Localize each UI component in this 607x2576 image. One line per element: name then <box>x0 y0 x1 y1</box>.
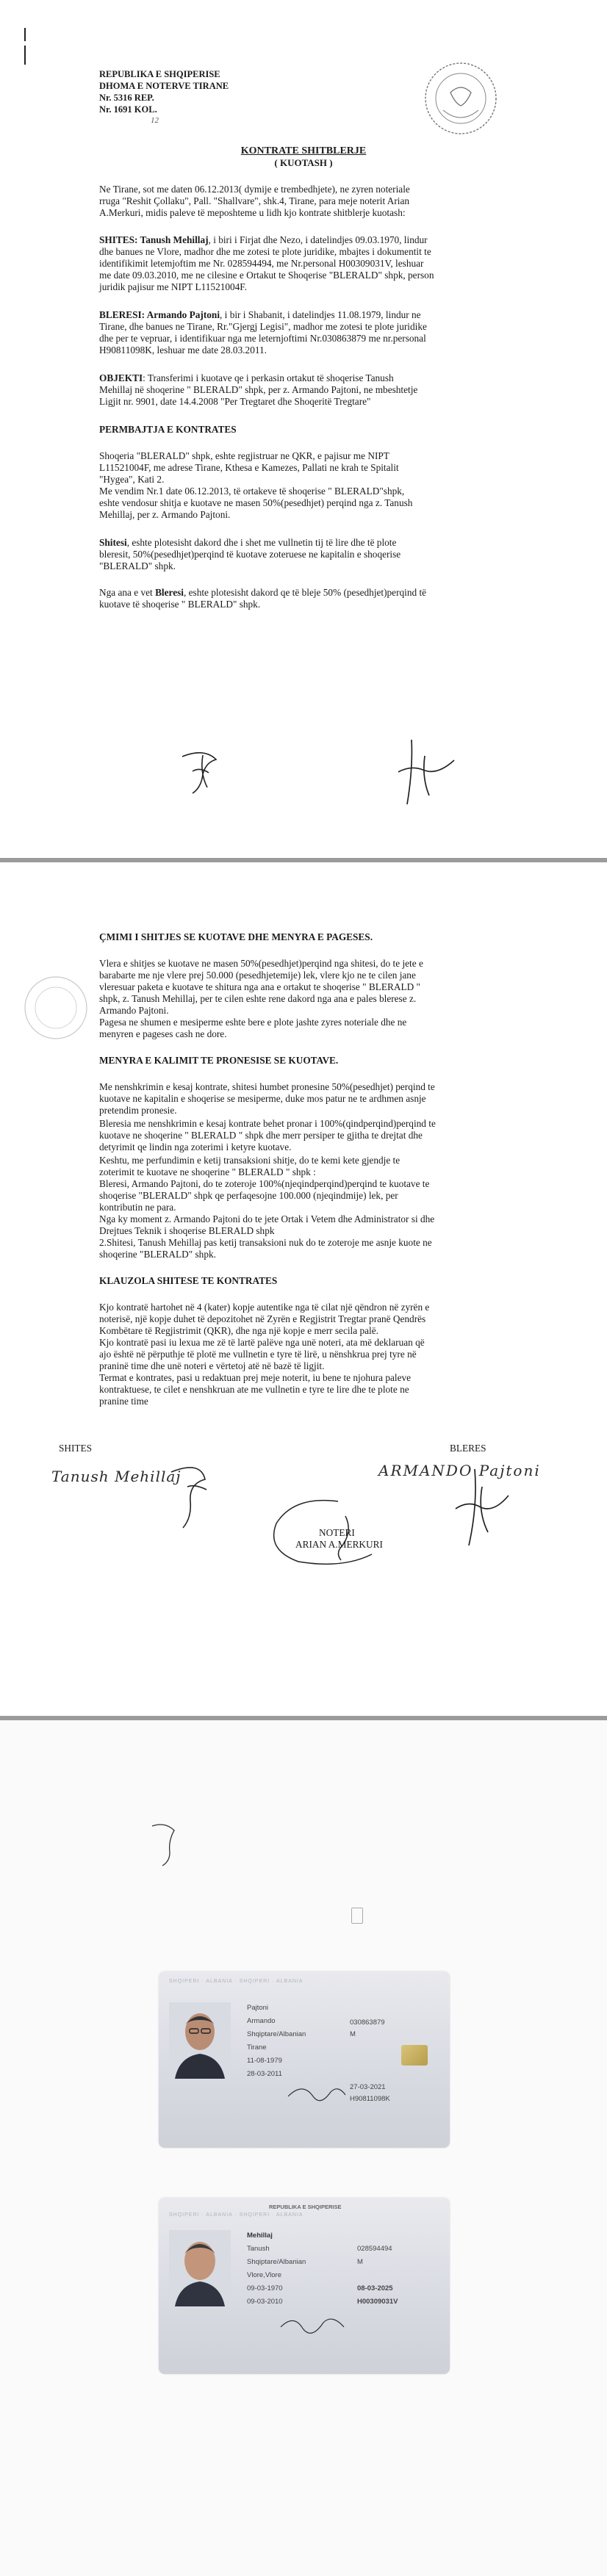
shites-line: identifikimit letemjoftim me Nr. 028594494, me Nr.personal H00309031V, leshuar <box>99 258 424 269</box>
permbajtja-line: L11521004F, me adrese Tirane, Kthesa e Kamezes, Pallati ne krah te Spitalit <box>99 462 399 473</box>
id-card-tanush <box>159 2198 450 2374</box>
shites-line: juridik pajisur me NIPT L11521004F. <box>99 281 247 292</box>
id1-chip <box>401 2045 428 2066</box>
bleres-line: dhe per te vepruar, i identifikuar nga me leternjoftimi Nr.030863879 me nr.personal <box>99 333 426 344</box>
bleres-label: BLERESI: Armando Pajtoni <box>99 309 220 320</box>
klauzola-line: ajo është në përputhje të plotë me vullnetin e tyre të lirë, u nënshkrua prej tyre në <box>99 1349 417 1360</box>
shites-line: me date 09.03.2010, me ne cilesine e Ortakut te Shoqerise "BLERALD" shpk, person <box>99 270 434 281</box>
id1-expiry: 27-03-2021 <box>350 2083 386 2091</box>
header-republika: REPUBLIKA E SHQIPERISE <box>99 69 220 79</box>
id1-surname: Pajtoni <box>247 2004 269 2012</box>
menyra-line: Bleresia me nenshkrimin e kesaj kontrate behet pronar i 100%(qindperqind)perqind te <box>99 1118 436 1129</box>
shites-label: SHITES: Tanush Mehillaj <box>99 234 209 245</box>
menyra-line: Drejtues Teknik i shoqerise BLERALD shpk <box>99 1225 275 1236</box>
noteri-label: NOTERI <box>319 1527 355 1538</box>
shites-paragraph: SHITES: Tanush Mehillaj, i biri i Firjat dhe Nezo, i datelindjes 09.03.1970, lindur <box>99 234 428 245</box>
klauzola-line: Kombëtare të Regjistrimit (QKR), dhe nga një kopje e merr secila palë. <box>99 1325 378 1336</box>
id1-name: Armando <box>247 2017 276 2025</box>
cmimi-line: menyren e pageses cash ne dore. <box>99 1028 227 1039</box>
document-page-1 <box>0 0 607 858</box>
margin-mark <box>24 46 26 65</box>
card-watermark: SHQIPERI · ALBANIA · SHQIPERI · ALBANIA <box>169 1979 304 1984</box>
klauzola-heading: KLAUZOLA SHITESE TE KONTRATES <box>99 1275 278 1286</box>
small-stamp-mark <box>351 1908 363 1924</box>
id2-personal-no: H00309031V <box>357 2298 398 2306</box>
shitesi-line: bleresit, 50%(pesedhjet)perqind të kuotave zoteruese ne kapitalin e shoqerise <box>99 549 401 560</box>
menyra-line: kuotave ne kapitalin e shoqerise se mesiperme, duke mos patur ne te ardhmen asnje <box>99 1093 426 1104</box>
id2-holder-signature <box>276 2308 350 2345</box>
cmimi-line: vleresuar paketa e kuotave te shitura nga ana e ortakut te shoqerise " BLERALD " <box>99 981 420 992</box>
klauzola-line: praninë time dhe unë noteri e vërtetoj atë në bazë të ligjit. <box>99 1360 325 1371</box>
klauzola-line: pranine time <box>99 1396 148 1407</box>
bleresi-paragraph: Nga ana e vet Bleresi, eshte plotesisht dakord qe të bleje 50% (pesedhjet)perqind të <box>99 587 427 598</box>
menyra-line: zoterimit te kuotave ne shoqerine " BLERALD " shpk : <box>99 1166 316 1177</box>
cmimi-heading: ÇMIMI I SHITJES SE KUOTAVE DHE MENYRA E PAGESES. <box>99 931 373 942</box>
id2-issued: 09-03-2010 <box>247 2298 283 2306</box>
bleres-line: H90811098K, leshuar me date 28.03.2011. <box>99 344 267 356</box>
id-card-armando <box>159 1971 450 2148</box>
id1-issued: 28-03-2011 <box>247 2070 282 2078</box>
bleres-paragraph: BLERESI: Armando Pajtoni, i bir i Shabanit, i datelindjes 11.08.1979, lindur ne <box>99 309 421 320</box>
klauzola-line: kontraktuese, te cilet e nenshkruan ate me vullnetin e tyre te lire dhe te plote ne <box>99 1384 409 1395</box>
id1-holder-signature <box>284 2074 350 2111</box>
intro-line: rruga "Reshit Çollaku", Pall. "Shallvare", shk.4, Tirane, para meje noterit Arian <box>99 195 410 206</box>
menyra-line: Nga ky moment z. Armando Pajtoni do te jete Ortak i Vetem dhe Administrator si dhe <box>99 1213 435 1224</box>
permbajtja-line: "Hygea", Kati 2. <box>99 474 165 485</box>
menyra-line: Bleresi, Armando Pajtoni, do te zoteroje 100%(njeqindperqind)perqind te kuotave te <box>99 1178 430 1189</box>
shites-sign-label: SHITES <box>59 1443 93 1454</box>
permbajtja-heading: PERMBAJTJA E KONTRATES <box>99 424 237 435</box>
margin-mark <box>24 28 26 41</box>
objekti-line: Mehillaj në shoqerine " BLERALD" shpk, per z. Armando Pajtoni, ne mbeshtetje <box>99 384 418 395</box>
header-dhoma: DHOMA E NOTERVE TIRANE <box>99 81 229 91</box>
cmimi-line: Pagesa ne shumen e mesiperme eshte bere e plote jashte zyres noteriale dhe ne <box>99 1017 407 1028</box>
menyra-line: Me nenshkrimin e kesaj kontrate, shitesi humbet pronesine 50%(pesedhjet) perqind te <box>99 1081 435 1092</box>
permbajtja-line: Mehillaj, per z. Armando Pajtoni. <box>99 509 231 520</box>
seller-scribble <box>158 1450 224 1531</box>
permbajtja-line: Shoqeria "BLERALD" shpk, eshte regjistruar ne QKR, e pajisur me NIPT <box>99 450 389 461</box>
cmimi-line: Armando Pajtoni. <box>99 1005 169 1016</box>
header-rep: Nr. 5316 REP. <box>99 93 154 103</box>
buyer-initials-signature <box>382 731 463 812</box>
menyra-line: 2.Shitesi, Tanush Mehillaj pas ketij transaksioni nuk do te zoteroje me asnje kuote ne <box>99 1237 432 1248</box>
id1-personal-no: H90811098K <box>350 2095 390 2103</box>
bleres-line: Tirane, dhe banues ne Tirane, Rr."Gjergj Legisi", madhor me zotesi te plote juridike <box>99 321 427 332</box>
document-page-2 <box>0 862 607 1716</box>
klauzola-line: Termat e kontrates, pasi u redaktuan prej meje noterit, iu bene te njohura paleve <box>99 1372 412 1383</box>
header-kol-sub: 12 <box>151 116 159 125</box>
id1-pob: Tirane <box>247 2043 267 2052</box>
small-seal-scribble <box>143 1816 187 1875</box>
cmimi-line: Vlera e shitjes se kuotave ne masen 50%(pesedhjet)perqind nga shitesi, do te jete e <box>99 958 423 969</box>
id1-sex: M <box>350 2030 356 2038</box>
permbajtja-line: Me vendim Nr.1 date 06.12.2013, të ortakeve të shoqerise " BLERALD"shpk, <box>99 486 405 497</box>
document-page-3-id-copies <box>0 1720 607 2576</box>
id1-card-no: 030863879 <box>350 2018 385 2027</box>
cmimi-line: shpk, z. Tanush Mehillaj, per te cilen eshte rene dakord nga ana e pales bleresе z. <box>99 993 417 1004</box>
id2-dob: 09-03-1970 <box>247 2284 283 2292</box>
menyra-heading: MENYRA E KALIMIT TE PRONESISE SE KUOTAVE. <box>99 1055 339 1066</box>
cmimi-line: barabarte me nje vlere prej 50.000 (pesedhjetemije) lek, vlere kjo ne te cilen jane <box>99 970 416 981</box>
id1-nationality: Shqiptare/Albanian <box>247 2030 306 2038</box>
objekti-line: Ligjit nr. 9901, date 14.4.2008 "Per Tregtaret dhe Shoqeritë Tregtare" <box>99 396 371 407</box>
id2-sex: M <box>357 2258 363 2266</box>
klauzola-line: Kjo kontratë pasi iu lexua me zë të lartë palëve nga unë noteri, ata më deklaruan që <box>99 1337 425 1348</box>
contract-subtitle: ( KUOTASH ) <box>274 157 333 168</box>
contract-title: KONTRATE SHITBLERJE <box>240 145 367 156</box>
id2-header: REPUBLIKA E SHQIPERISE <box>269 2204 342 2210</box>
bleres-sign-label: BLERES <box>450 1443 486 1454</box>
notary-stamp <box>421 59 500 138</box>
klauzola-line: noterisë, një kopje duhet të depozitohet në Zyrën e Regjistrit Tregtar pranë Qendrës <box>99 1313 426 1324</box>
id-photo-tanush <box>169 2230 231 2306</box>
buyer-scribble <box>441 1465 514 1553</box>
id2-card-no: 028594494 <box>357 2245 392 2253</box>
id1-dob: 11-08-1979 <box>247 2057 282 2065</box>
buyer-signature: ARMANDO Pajtoni <box>378 1462 541 1479</box>
klauzola-line: Kjo kontratë hartohet në 4 (kater) kopje autentike nga të cilat një qëndron në zyrën e <box>99 1302 430 1313</box>
menyra-line: pretendim pronesie. <box>99 1105 177 1116</box>
bleresi-label: Bleresi <box>155 587 184 598</box>
menyra-line: shoqerise "BLERALD" shpk qe perfaqesojne 100.000 (njeqindmije) lek, per <box>99 1190 398 1201</box>
card-watermark: SHQIPERI · ALBANIA · SHQIPERI · ALBANIA <box>169 2212 304 2218</box>
shitesi-line: "BLERALD" shpk. <box>99 560 176 571</box>
menyra-line: kuotave ne shoqerine " BLERALD " shpk dhe merr persiper te gjitha te drejtat dhe <box>99 1130 423 1141</box>
shites-line: dhe banues ne Vlore, madhor dhe me zotesi te plote juridike, mbajtes i dokumentit te <box>99 246 431 257</box>
header-kol: Nr. 1691 KOL. <box>99 104 157 115</box>
menyra-line: kontributin ne para. <box>99 1202 176 1213</box>
seller-initials-signature <box>168 742 234 801</box>
intro-line: Ne Tirane, sot me daten 06.12.2013( dymije e trembedhjete), ne zyren noteriale <box>99 184 410 195</box>
menyra-line: shoqerine "BLERALD" shpk. <box>99 1249 216 1260</box>
id2-expiry: 08-03-2025 <box>357 2284 393 2292</box>
id2-place: Vlore,Vlore <box>247 2271 281 2279</box>
id2-name: Tanush <box>247 2245 270 2253</box>
permbajtja-line: eshte vendosur shitja e kuotave ne masen 50%(pesedhjet) perqind nga z. Tanush <box>99 497 413 508</box>
shitesi-label: Shitesi <box>99 537 127 548</box>
menyra-line: Keshtu, me perfundimin e ketij transaksioni shitje, do te kemi kete gjendje te <box>99 1155 401 1166</box>
objekti-label: OBJEKTI <box>99 372 143 383</box>
id2-nationality: Shqiptare/Albanian <box>247 2258 306 2266</box>
noteri-name: ARIAN A.MERKURI <box>295 1539 383 1550</box>
shitesi-paragraph: Shitesi, eshte plotesisht dakord dhe i shet me vullnetin tij të lire dhe të plote <box>99 537 397 548</box>
id-photo-armando <box>169 2002 231 2079</box>
seller-signature: Tanush Mehillaj <box>51 1468 182 1485</box>
menyra-line: detyrimit qe lindin nga zoterimi i ketyre kuotave. <box>99 1141 292 1152</box>
bleresi-line: kuotave të shoqerise " BLERALD" shpk. <box>99 599 261 610</box>
objekti-paragraph: OBJEKTI: Transferimi i kuotave qe i perkasin ortakut të shoqerise Tanush <box>99 372 394 383</box>
intro-line: A.Merkuri, midis paleve të meposhteme u lidh kjo kontrate shitblerje kuotash: <box>99 207 406 218</box>
id2-surname: Mehillaj <box>247 2232 273 2240</box>
faint-stamp <box>21 973 91 1043</box>
